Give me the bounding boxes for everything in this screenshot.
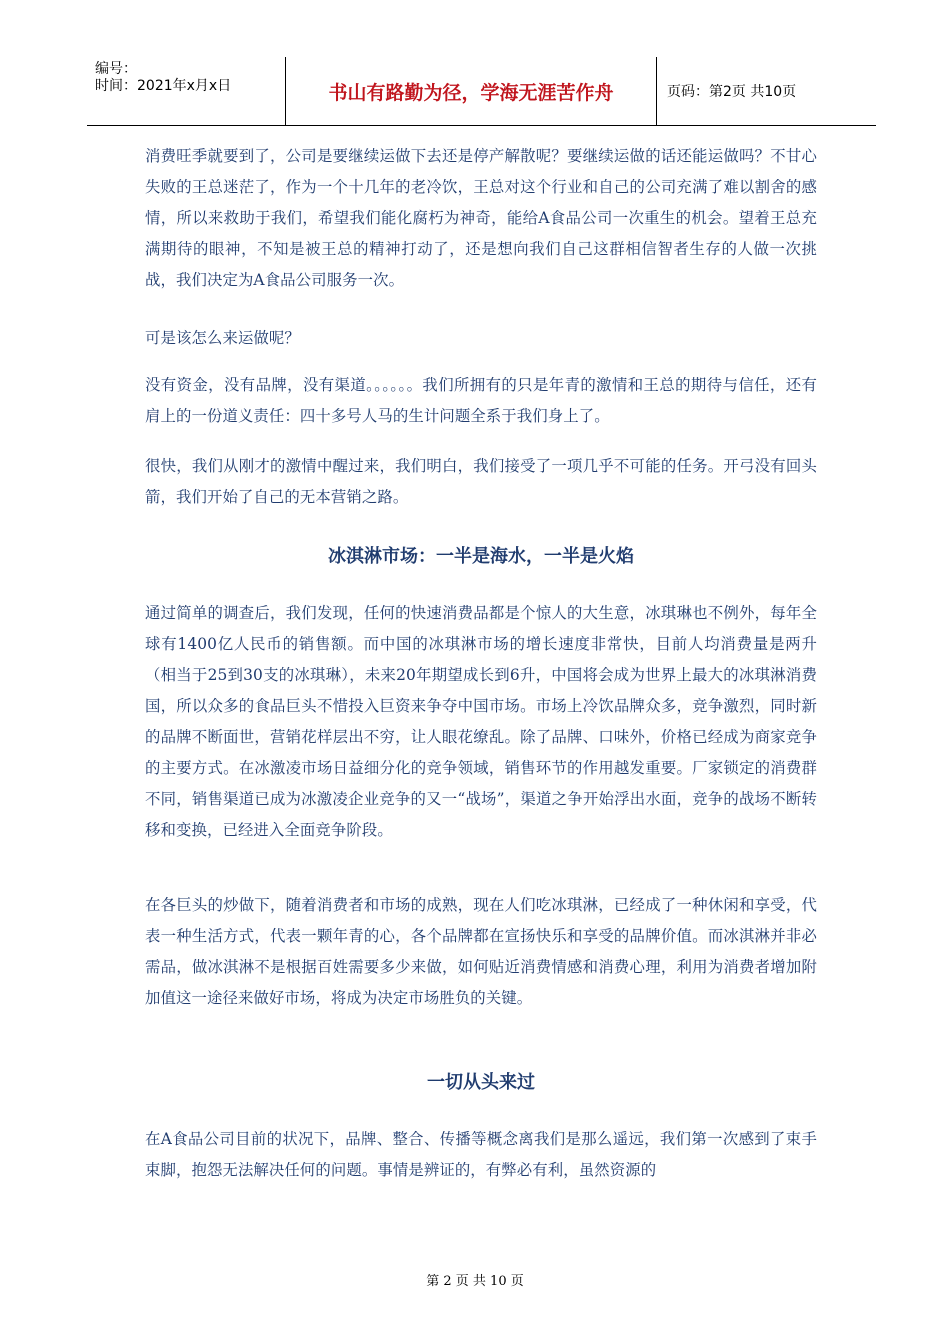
- date-label: 时间：2021年x月x日: [95, 78, 232, 94]
- paragraph: 很快，我们从刚才的激情中醒过来，我们明白，我们接受了一项几乎不可能的任务。开弓没有回头箭，我们开始了自己的无本营销之路。: [145, 457, 817, 506]
- paragraph: 可是该怎么来运做呢？: [145, 329, 300, 347]
- paragraph-4-block: [145, 451, 817, 513]
- paragraph: 消费旺季就要到了，公司是要继续运做下去还是停产解散呢？要继续运做的话还能运做吗？不甘心失败的王总迷茫了，作为一个十几年的老冷饮，王总对这个行业和自己的公司充满了难以割舍的感情，所以来救助于我们，希望我们能化腐朽为神奇，能给A食品公司一次重生的机会。望着王总充满期待的眼神，不知是被王总的精神打动了，还是想向我们自己这群相信智者生存的人做一次挑战，我们决定为A食品公司服务一次。: [145, 147, 817, 289]
- paragraph-1-block: [145, 141, 817, 296]
- section-heading: 一切从头来过: [427, 1072, 535, 1093]
- page-header: [87, 57, 876, 126]
- paragraph-3-block: [145, 370, 817, 432]
- paragraph: 在各巨头的炒做下，随着消费者和市场的成熟，现在人们吃冰琪淋，已经成了一种休闲和享受，代表一种生活方式，代表一颗年青的心，各个品牌都在宣扬快乐和享受的品牌价值。而冰淇淋并非必需品，做冰淇淋不是根据百姓需要多少来做，如何贴近消费情感和消费心理，利用为消费者增加附加值这一途径来做好市场，将成为决定市场胜负的关键。: [145, 896, 817, 1007]
- paragraph: 没有资金，没有品牌，没有渠道。。。。。。我们所拥有的只是年青的激情和王总的期待与信任，还有肩上的一份道义责任：四十多号人马的生计问题全系于我们身上了。: [145, 376, 817, 425]
- paragraph: 在A食品公司目前的状况下，品牌、整合、传播等概念离我们是那么遥远，我们第一次感到了束手束脚，抱怨无法解决任何的问题。事情是辨证的，有弊必有利，虽然资源的: [145, 1130, 817, 1179]
- header-meta: [87, 57, 286, 125]
- header-page-cell: [657, 57, 876, 125]
- paragraph-2-block: [145, 323, 817, 354]
- paragraph-7-block: [145, 1124, 817, 1186]
- page-footer: 第 2 页 共 10 页: [426, 1274, 524, 1289]
- section-heading: 冰淇淋市场：一半是海水，一半是火焰: [328, 546, 634, 567]
- header-motto: 书山有路勤为径，学海无涯苦作舟: [328, 81, 614, 104]
- number-label: 编号：: [95, 61, 137, 77]
- paragraph-5-block: [145, 598, 817, 846]
- page-label: 页码：第2页 共10页: [667, 84, 797, 100]
- paragraph: 通过简单的调查后，我们发现，任何的快速消费品都是个惊人的大生意，冰琪琳也不例外，每年全球有1400亿人民币的销售额。而中国的冰琪淋市场的增长速度非常快，目前人均消费量是两升（相当于25到30支的冰琪琳），未来20年期望成长到6升，中国将会成为世界上最大的冰琪淋消费国，所以众多的食品巨头不惜投入巨资来争夺中国市场。市场上冷饮品牌众多，竞争激烈，同时新的品牌不断面世，营销花样层出不穷，让人眼花缭乱。除了品牌、口味外，价格已经成为商家竞争的主要方式。在冰激凌市场日益细分化的竞争领域，销售环节的作用越发重要。厂家锁定的消费群不同，销售渠道已成为冰激凌企业竞争的又一“战场”，渠道之争开始浮出水面，竞争的战场不断转移和变换，已经进入全面竞争阶段。: [145, 604, 817, 839]
- header-motto-cell: [286, 57, 657, 125]
- paragraph-6-block: [145, 890, 817, 1014]
